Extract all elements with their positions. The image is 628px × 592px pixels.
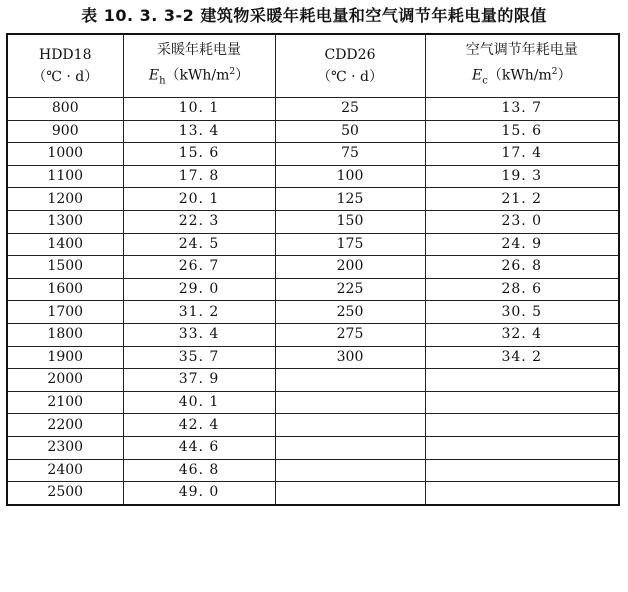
cell-cooling-consumption: 17. 4 <box>425 143 619 166</box>
cell-hdd18: 1100 <box>7 165 123 188</box>
table-row <box>7 143 619 166</box>
table-row <box>7 233 619 256</box>
cell-hdd18: 2100 <box>7 391 123 414</box>
header-heating-consumption <box>123 34 275 98</box>
table-row <box>7 414 619 437</box>
cell-cdd26 <box>275 459 425 482</box>
header-cooling-unit <box>426 61 619 92</box>
cell-cdd26 <box>275 414 425 437</box>
cell-hdd18: 1900 <box>7 346 123 369</box>
table-row <box>7 256 619 279</box>
table-row <box>7 98 619 121</box>
header-heating-unit-sup: 2 <box>229 67 236 78</box>
cell-cooling-consumption: 19. 3 <box>425 165 619 188</box>
cell-cooling-consumption <box>425 369 619 392</box>
header-cooling-label: 空气调节年耗电量 <box>465 42 578 59</box>
cell-hdd18: 2500 <box>7 482 123 505</box>
table-row <box>7 120 619 143</box>
cell-hdd18: 2000 <box>7 369 123 392</box>
cell-hdd18: 800 <box>7 98 123 121</box>
cell-cdd26 <box>275 436 425 459</box>
table-row <box>7 346 619 369</box>
table-row <box>7 436 619 459</box>
cell-cooling-consumption: 13. 7 <box>425 98 619 121</box>
cell-heating-consumption: 10. 1 <box>123 98 275 121</box>
cell-heating-consumption: 31. 2 <box>123 301 275 324</box>
cell-hdd18: 2200 <box>7 414 123 437</box>
cell-cooling-consumption: 34. 2 <box>425 346 619 369</box>
cell-hdd18: 1400 <box>7 233 123 256</box>
cell-hdd18: 1800 <box>7 323 123 346</box>
cell-cooling-consumption: 26. 8 <box>425 256 619 279</box>
table-row <box>7 188 619 211</box>
header-heating-unit-text: （kWh/m <box>165 67 230 84</box>
header-cooling-unit-text: （kWh/m <box>487 67 552 84</box>
cell-cooling-consumption <box>425 436 619 459</box>
cell-heating-consumption: 42. 4 <box>123 414 275 437</box>
cell-cooling-consumption: 30. 5 <box>425 301 619 324</box>
table-row <box>7 278 619 301</box>
cell-heating-consumption: 20. 1 <box>123 188 275 211</box>
cell-cdd26: 25 <box>275 98 425 121</box>
header-hdd18-unit: （℃ · d） <box>32 69 99 85</box>
header-cooling-unit-end: ） <box>557 67 572 84</box>
header-cdd26 <box>275 34 425 98</box>
header-cdd26-unit: （℃ · d） <box>317 69 383 85</box>
cell-cooling-consumption: 21. 2 <box>425 188 619 211</box>
header-cooling-subscript: c <box>482 75 488 87</box>
cell-cdd26: 200 <box>275 256 425 279</box>
header-hdd18 <box>7 34 123 98</box>
cell-heating-consumption: 49. 0 <box>123 482 275 505</box>
table-row <box>7 323 619 346</box>
header-hdd18-label: HDD18 <box>39 47 92 63</box>
cell-cooling-consumption: 23. 0 <box>425 210 619 233</box>
cell-heating-consumption: 40. 1 <box>123 391 275 414</box>
cell-hdd18: 1500 <box>7 256 123 279</box>
cell-cdd26: 75 <box>275 143 425 166</box>
cell-cdd26: 100 <box>275 165 425 188</box>
cell-cooling-consumption <box>425 414 619 437</box>
cell-heating-consumption: 37. 9 <box>123 369 275 392</box>
cell-heating-consumption: 24. 5 <box>123 233 275 256</box>
cell-hdd18: 1600 <box>7 278 123 301</box>
cell-heating-consumption: 35. 7 <box>123 346 275 369</box>
header-heating-subscript: h <box>159 75 166 87</box>
cell-cdd26: 250 <box>275 301 425 324</box>
cell-cdd26: 275 <box>275 323 425 346</box>
table-row <box>7 459 619 482</box>
header-heating-label: 采暖年耗电量 <box>157 42 241 59</box>
limits-table <box>6 33 620 506</box>
cell-heating-consumption: 46. 8 <box>123 459 275 482</box>
header-cooling-consumption <box>425 34 619 98</box>
cell-heating-consumption: 26. 7 <box>123 256 275 279</box>
cell-cooling-consumption <box>425 459 619 482</box>
cell-hdd18: 2300 <box>7 436 123 459</box>
cell-hdd18: 1300 <box>7 210 123 233</box>
table-caption: 表 10. 3. 3-2 建筑物采暖年耗电量和空气调节年耗电量的限值 <box>81 6 547 25</box>
cell-heating-consumption: 44. 6 <box>123 436 275 459</box>
cell-hdd18: 900 <box>7 120 123 143</box>
cell-heating-consumption: 13. 4 <box>123 120 275 143</box>
cell-hdd18: 2400 <box>7 459 123 482</box>
cell-hdd18: 1200 <box>7 188 123 211</box>
cell-hdd18: 1000 <box>7 143 123 166</box>
table-row <box>7 165 619 188</box>
table-row <box>7 482 619 505</box>
header-row <box>7 34 619 98</box>
cell-heating-consumption: 15. 6 <box>123 143 275 166</box>
cell-cooling-consumption <box>425 391 619 414</box>
table-body <box>7 98 619 505</box>
cell-cdd26: 50 <box>275 120 425 143</box>
cell-cooling-consumption: 24. 9 <box>425 233 619 256</box>
header-cdd26-label: CDD26 <box>324 47 376 63</box>
cell-cooling-consumption <box>425 482 619 505</box>
cell-cdd26: 150 <box>275 210 425 233</box>
header-heating-unit <box>124 61 275 92</box>
cell-cdd26 <box>275 391 425 414</box>
cell-cdd26: 175 <box>275 233 425 256</box>
table-row <box>7 210 619 233</box>
header-heating-symbol: E <box>148 67 160 84</box>
cell-cdd26: 125 <box>275 188 425 211</box>
cell-cooling-consumption: 15. 6 <box>425 120 619 143</box>
header-heating-unit-end: ） <box>235 67 250 84</box>
table-row <box>7 391 619 414</box>
cell-hdd18: 1700 <box>7 301 123 324</box>
cell-heating-consumption: 33. 4 <box>123 323 275 346</box>
header-cooling-symbol: E <box>472 67 483 84</box>
cell-heating-consumption: 29. 0 <box>123 278 275 301</box>
table-row <box>7 301 619 324</box>
cell-cooling-consumption: 28. 6 <box>425 278 619 301</box>
cell-cdd26 <box>275 482 425 505</box>
cell-cdd26 <box>275 369 425 392</box>
cell-cdd26: 225 <box>275 278 425 301</box>
cell-cdd26: 300 <box>275 346 425 369</box>
cell-cooling-consumption: 32. 4 <box>425 323 619 346</box>
table-row <box>7 369 619 392</box>
cell-heating-consumption: 22. 3 <box>123 210 275 233</box>
cell-heating-consumption: 17. 8 <box>123 165 275 188</box>
header-cooling-unit-sup: 2 <box>551 67 558 78</box>
